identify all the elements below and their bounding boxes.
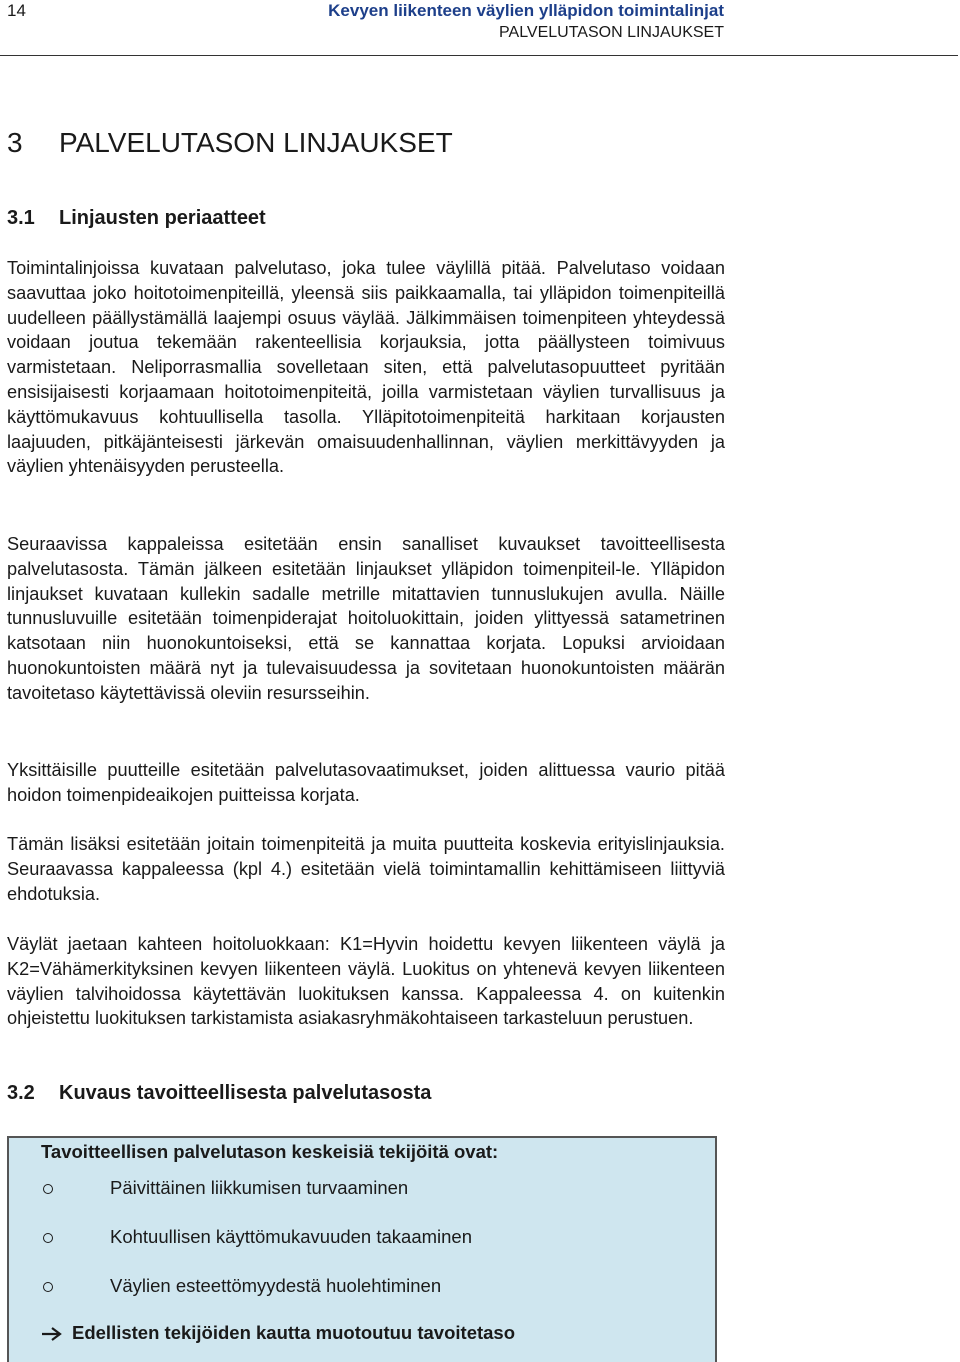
bullet-circle-icon: [43, 1282, 53, 1292]
section-title: Linjausten periaatteet: [59, 207, 266, 229]
section-number: 3.1: [7, 207, 35, 229]
goal-conclusion-label: Edellisten tekijöiden kautta muotoutuu tavoitetaso: [72, 1322, 516, 1343]
goal-item-label: Päivittäinen liikkumisen turvaaminen: [110, 1177, 409, 1198]
goal-item: [9, 1272, 709, 1302]
goal-item-label: Kohtuullisen käyttömukavuuden takaaminen: [110, 1226, 473, 1247]
arrow-right-icon: [41, 1326, 63, 1342]
goal-box: [7, 1136, 717, 1362]
goal-item-label: Väylien esteettömyydestä huolehtiminen: [110, 1275, 442, 1296]
header-rule: [0, 55, 958, 56]
section-heading-3-2: [7, 1080, 431, 1106]
paragraph-descriptions: Seuraavissa kappaleissa esitetään ensin sanalliset kuvaukset tavoitteellisesta palvelutasosta. Tämän jälkeen esitetään linjaukset ylläpidon toimenpiteil-le. Ylläpidon linjaukset kuvataan kullekin sadalle metrille mitattavien tunnuslukujen avulla. Näille tunnusluvuille esitetään toimenpiderajat hoitoluokittain, joiden ylittyessä satametrinen katsotaan niin huonokuntoiseksi, että se kannattaa korjata. Lopuksi arvioidaan huonokuntoisten määrä nyt ja tulevaisuudessa ja sovitetaan huonokuntoisten määrän tavoitetaso käytettävissä oleviin resursseihin.: [7, 534, 725, 703]
page-number: 14: [7, 1, 26, 20]
paragraph-special-policies: Tämän lisäksi esitetään joitain toimenpiteitä ja muita puutteita koskevia erityislinjauksia. Seuraavassa kappaleessa (kpl 4.) esitetään vielä toimintamallin kehittämiseen liittyviä ehdotuksia.: [7, 834, 725, 904]
running-header-title: Kevyen liikenteen väylien ylläpidon toimintalinjat: [328, 1, 724, 20]
section-title: Kuvaus tavoitteellisesta palvelutasosta: [59, 1082, 432, 1104]
chapter-number: 3: [7, 127, 23, 158]
running-header-chapter: PALVELUTASON LINJAUKSET: [499, 24, 724, 41]
goal-box-title: Tavoitteellisen palvelutason keskeisiä tekijöitä ovat:: [41, 1141, 499, 1162]
goal-conclusion: [9, 1319, 709, 1349]
goal-item: [9, 1174, 709, 1204]
goal-item: [9, 1223, 709, 1253]
bullet-circle-icon: [43, 1233, 53, 1243]
paragraph-maintenance-classes: Väylät jaetaan kahteen hoitoluokkaan: K1=Hyvin hoidettu kevyen liikenteen väylä ja K2=Vähämerkityksinen kevyen liikenteen väylä. Luokitus on yhtenevä kevyen liikenteen väylien talvihoidossa käytettävän luokituksen kanssa. Kappaleessa 4. on kuitenkin ohjeistettu luokituksen tarkistamista asiakasryhmäkohtaiseen tarkasteluun perustuen.: [7, 934, 725, 1029]
bullet-circle-icon: [43, 1184, 53, 1194]
section-heading-3-1: [7, 205, 266, 231]
running-header: [328, 0, 724, 44]
chapter-title: PALVELUTASON LINJAUKSET: [59, 127, 453, 158]
paragraph-individual-defects: Yksittäisille puutteille esitetään palvelutasovaatimukset, joiden alittuessa vaurio pitää hoidon toimenpideaikojen puitteissa korjata.: [7, 760, 725, 805]
chapter-heading: [7, 126, 453, 160]
paragraph-principles: Toimintalinjoissa kuvataan palvelutaso, joka tulee väylillä pitää. Palvelutaso voidaan saavuttaa joko hoitotoimenpiteillä, yleensä siis paikkaamalla, tai ylläpidon toimenpiteillä uudelleen päällystämällä laajempi osuus väylää. Jälkimmäisen toimenpiteen yhteydessä voidaan joutua tekemään rakenteellisia korjauksia, jotta päällysteen toimivuus varmistetaan. Neliporrasmallia sovelletaan siten, että palvelutasopuutteet pyritään ensisijaisesti korjaamaan hoitotoimenpiteitä, joilla varmistetaan väylien turvallisuus ja käyttömukavuus kohtuullisella tasolla. Ylläpitotoimenpiteitä harkitaan korjausten laajuuden, pitkäjänteisesti järkevän omaisuudenhallinnan, väylien merkittävyyden ja väylien yhtenäisyyden perusteella.: [7, 258, 725, 477]
section-number: 3.2: [7, 1082, 35, 1104]
